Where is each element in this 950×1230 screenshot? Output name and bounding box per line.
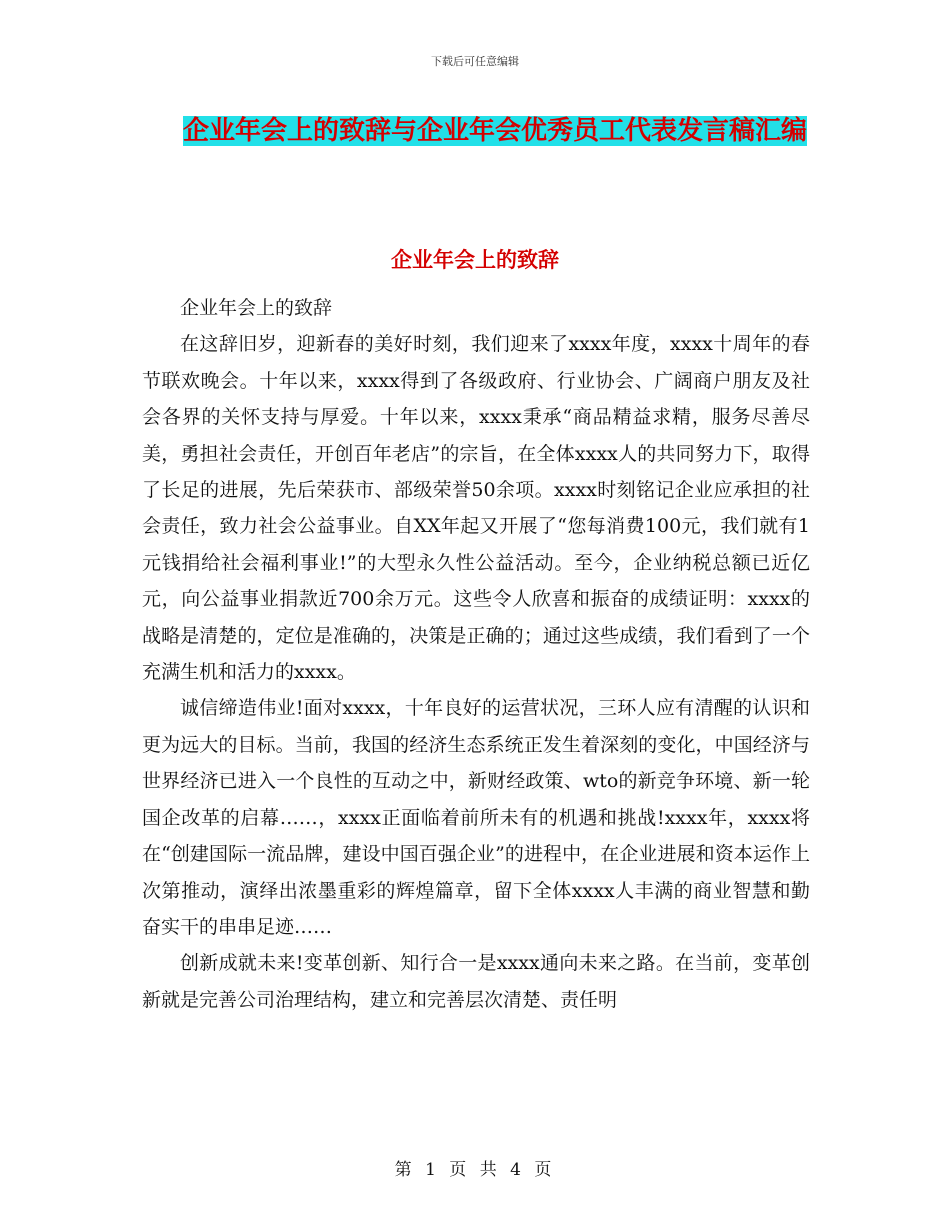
document-title — [175, 108, 815, 154]
header-note: 下载后可任意编辑 — [431, 55, 519, 68]
document-body — [142, 290, 810, 1018]
paragraph: 在这辞旧岁，迎新春的美好时刻，我们迎来了xxxx年度，xxxx十周年的春节联欢晚会。十年以来，xxxx得到了各级政府、行业协会、广阔商户朋友及社会各界的关怀支持与厚爱。十年以来，xxxx秉承“商品精益求精，服务尽善尽美，勇担社会责任，开创百年老店”的宗旨，在全体xxxx人的共同努力下，取得了长足的进展，先后荣获市、部级荣誉50余项。xxxx时刻铭记企业应承担的社会责任，致力社会公益事业。自XX年起又开展了“您每消费100元，我们就有1元钱捐给社会福利事业!”的大型永久性公益活动。至今，企业纳税总额已近亿元，向公益事业捐款近700余万元。这些令人欣喜和振奋的成绩证明：xxxx的战略是清楚的，定位是准确的，决策是正确的；通过这些成绩，我们看到了一个充满生机和活力的xxxx。 — [142, 333, 810, 684]
document-title-text: 企业年会上的致辞与企业年会优秀员工代表发言稿汇编 — [182, 116, 807, 146]
paragraph: 企业年会上的致辞 — [180, 297, 333, 319]
section-title: 企业年会上的致辞 — [391, 248, 559, 272]
paragraph: 诚信缔造伟业!面对xxxx，十年良好的运营状况，三环人应有清醒的认识和更为远大的目标。当前，我国的经济生态系统正发生着深刻的变化，中国经济与世界经济已进入一个良性的互动之中，新财经政策、wto的新竞争环境、新一轮国企改革的启幕……，xxxx正面临着前所未有的机遇和挑战!xxxx年，xxxx将在“创建国际一流品牌，建设中国百强企业”的进程中，在企业进展和资本运作上次第推动，演绎出浓墨重彩的辉煌篇章，留下全体xxxx人丰满的商业智慧和勤奋实干的串串足迹…… — [142, 697, 810, 938]
page-footer: 第 1 页 共 4 页 — [394, 1160, 556, 1180]
paragraph: 创新成就未来!变革创新、知行合一是xxxx通向未来之路。在当前，变革创新就是完善公司治理结构，建立和完善层次清楚、责任明 — [142, 952, 810, 1011]
